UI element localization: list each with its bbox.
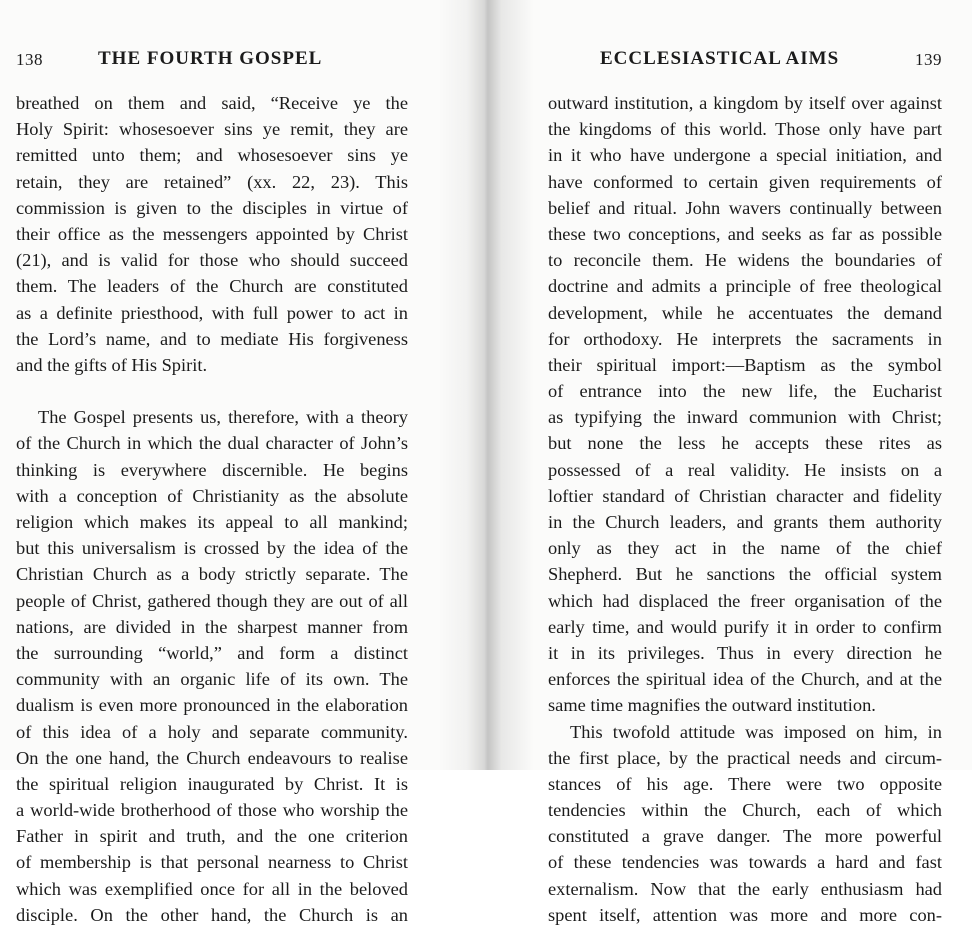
left-body-text bbox=[16, 90, 408, 928]
text-line: remitted unto them; and whosesoever sins ye bbox=[16, 142, 408, 168]
text-line: enforces the spiritual idea of the Church, and at the bbox=[548, 666, 942, 692]
text-line: these two conceptions, and seeks as far as possible bbox=[548, 221, 942, 247]
text-line: the Lord’s name, and to mediate His forgiveness bbox=[16, 326, 408, 352]
text-line: people of Christ, gathered though they are out of all bbox=[16, 588, 408, 614]
text-line: doctrine and admits a principle of free theological bbox=[548, 273, 942, 299]
text-line: commission is given to the disciples in virtue of bbox=[16, 195, 408, 221]
text-line: loftier standard of Christian character and fidelity bbox=[548, 483, 942, 509]
right-running-head bbox=[548, 48, 942, 72]
text-line: Christian Church as a body strictly separate. The bbox=[16, 561, 408, 587]
text-line: the spiritual religion inaugurated by Christ. It is bbox=[16, 771, 408, 797]
text-line: of membership is that personal nearness to Christ bbox=[16, 849, 408, 875]
text-line: outward institution, a kingdom by itself over against bbox=[548, 90, 942, 116]
text-line: nations, are divided in the sharpest manner from bbox=[16, 614, 408, 640]
text-line: retain, they are retained” (xx. 22, 23). This bbox=[16, 169, 408, 195]
text-line: development, while he accentuates the demand bbox=[548, 300, 942, 326]
paragraph bbox=[548, 90, 942, 719]
text-line: (21), and is valid for those who should succeed bbox=[16, 247, 408, 273]
text-line: possessed of a real validity. He insists on a bbox=[548, 457, 942, 483]
text-line: only as they act in the name of the chief bbox=[548, 535, 942, 561]
text-line: the kingdoms of this world. Those only have part bbox=[548, 116, 942, 142]
text-line: constituted a grave danger. The more powerful bbox=[548, 823, 942, 849]
paragraph bbox=[548, 719, 942, 928]
text-line: tendencies within the Church, each of which bbox=[548, 797, 942, 823]
right-page-number: 139 bbox=[915, 50, 942, 70]
text-line: This twofold attitude was imposed on him, in bbox=[548, 719, 942, 745]
text-line: a world-wide brotherhood of those who worship the bbox=[16, 797, 408, 823]
text-line: disciple. On the other hand, the Church is an bbox=[16, 902, 408, 928]
text-line: as a definite priesthood, with full power to act in bbox=[16, 300, 408, 326]
text-line: The Gospel presents us, therefore, with a theory bbox=[16, 404, 408, 430]
text-line: with a conception of Christianity as the absolute bbox=[16, 483, 408, 509]
text-line: for orthodoxy. He interprets the sacraments in bbox=[548, 326, 942, 352]
text-line: early time, and would purify it in order to confirm bbox=[548, 614, 942, 640]
text-line: dualism is even more pronounced in the elaboration bbox=[16, 692, 408, 718]
text-line: in it who have undergone a special initiation, and bbox=[548, 142, 942, 168]
left-running-head bbox=[16, 48, 408, 72]
right-page bbox=[480, 0, 972, 770]
text-line: spent itself, attention was more and more con- bbox=[548, 902, 942, 928]
text-line: and the gifts of His Spirit. bbox=[16, 352, 408, 378]
right-body-text bbox=[548, 90, 942, 928]
paragraph-gap bbox=[16, 378, 408, 404]
left-page bbox=[0, 0, 480, 770]
text-line: have conformed to certain given requirements of bbox=[548, 169, 942, 195]
text-line: their spiritual import:—Baptism as the symbol bbox=[548, 352, 942, 378]
text-line: of the Church in which the dual character of John’s bbox=[16, 430, 408, 456]
left-running-title: THE FOURTH GOSPEL bbox=[98, 48, 322, 70]
paragraph bbox=[16, 404, 408, 928]
text-line: to reconcile them. He widens the boundaries of bbox=[548, 247, 942, 273]
text-line: of these tendencies was towards a hard and fast bbox=[548, 849, 942, 875]
text-line: thinking is everywhere discernible. He begins bbox=[16, 457, 408, 483]
text-line: breathed on them and said, “Receive ye the bbox=[16, 90, 408, 116]
text-line: same time magnifies the outward institution. bbox=[548, 692, 942, 718]
text-line: as typifying the inward communion with Christ; bbox=[548, 404, 942, 430]
text-line: externalism. Now that the early enthusiasm had bbox=[548, 876, 942, 902]
text-line: On the one hand, the Church endeavours to realise bbox=[16, 745, 408, 771]
text-line: their office as the messengers appointed by Christ bbox=[16, 221, 408, 247]
left-page-number: 138 bbox=[16, 50, 43, 70]
text-line: stances of his age. There were two opposite bbox=[548, 771, 942, 797]
text-line: belief and ritual. John wavers continually between bbox=[548, 195, 942, 221]
text-line: Holy Spirit: whosesoever sins ye remit, they are bbox=[16, 116, 408, 142]
text-line: of entrance into the new life, the Eucharist bbox=[548, 378, 942, 404]
text-line: which was exemplified once for all in the beloved bbox=[16, 876, 408, 902]
text-line: Shepherd. But he sanctions the official system bbox=[548, 561, 942, 587]
text-line: religion which makes its appeal to all mankind; bbox=[16, 509, 408, 535]
paragraph bbox=[16, 90, 408, 378]
text-line: it in its privileges. Thus in every direction he bbox=[548, 640, 942, 666]
text-line: them. The leaders of the Church are constituted bbox=[16, 273, 408, 299]
text-line: but this universalism is crossed by the idea of the bbox=[16, 535, 408, 561]
text-line: in the Church leaders, and grants them authority bbox=[548, 509, 942, 535]
text-line: Father in spirit and truth, and the one criterion bbox=[16, 823, 408, 849]
text-line: of this idea of a holy and separate community. bbox=[16, 719, 408, 745]
text-line: the surrounding “world,” and form a distinct bbox=[16, 640, 408, 666]
text-line: the first place, by the practical needs and circum- bbox=[548, 745, 942, 771]
text-line: community with an organic life of its own. The bbox=[16, 666, 408, 692]
right-running-title: ECCLESIASTICAL AIMS bbox=[600, 48, 839, 70]
text-line: but none the less he accepts these rites as bbox=[548, 430, 942, 456]
text-line: which had displaced the freer organisation of the bbox=[548, 588, 942, 614]
